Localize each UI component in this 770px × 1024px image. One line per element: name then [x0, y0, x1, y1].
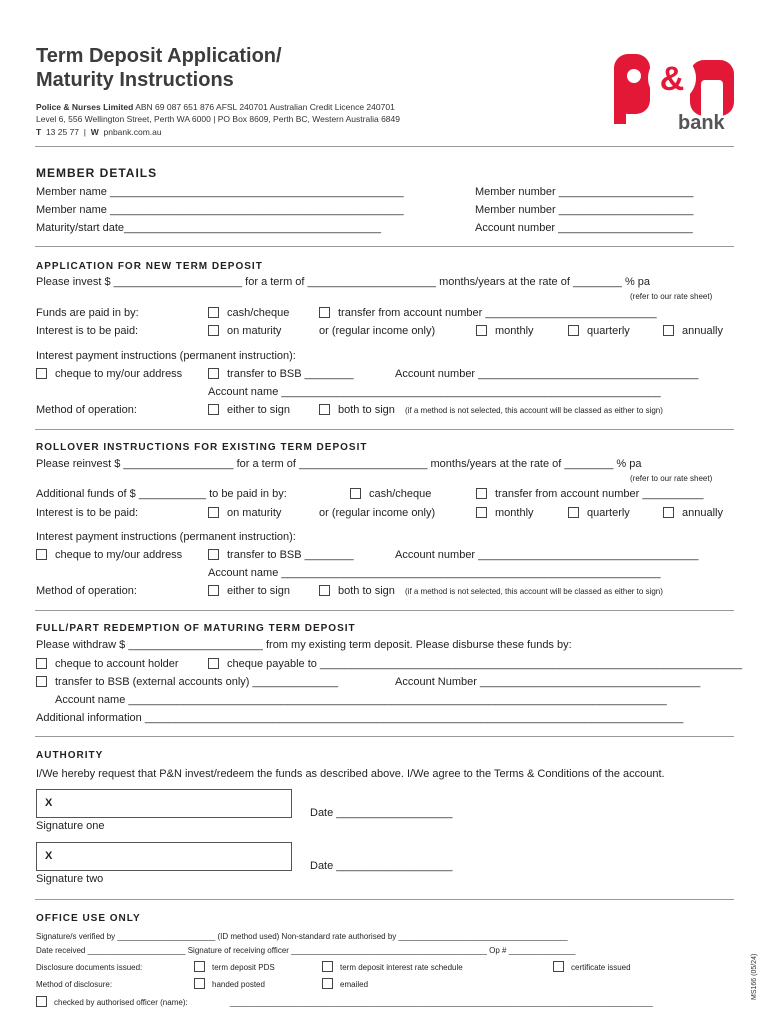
monthly-label: monthly	[495, 325, 534, 337]
funds-label: Funds are paid in by:	[36, 307, 139, 319]
divider	[35, 429, 734, 430]
quarterly-label: quarterly	[587, 325, 630, 337]
annually-label: annually	[682, 507, 723, 519]
rate-sheet-note: (refer to our rate sheet)	[630, 474, 713, 483]
cash-cheque-label: cash/cheque	[227, 307, 290, 319]
both-sign-label: both to sign	[338, 404, 395, 416]
account-number-field[interactable]: Account number ______________________	[475, 222, 693, 234]
on-maturity-label: on maturity	[227, 325, 282, 337]
monthly-label: monthly	[495, 507, 534, 519]
receiving-officer-text: Signature of receiving officer ____________________________________________ Op # _______________	[187, 946, 576, 955]
interest-rate-schedule-checkbox[interactable]	[322, 961, 333, 972]
verified-by-text: Signature/s verified by ______________________	[36, 932, 216, 941]
monthly-checkbox[interactable]	[476, 325, 487, 336]
external-bsb-field[interactable]: transfer to BSB (external accounts only) ______________	[55, 676, 339, 688]
member-number-field-1[interactable]: Member number ______________________	[475, 186, 694, 198]
rollover-heading: ROLLOVER INSTRUCTIONS FOR EXISTING TERM DEPOSIT	[36, 442, 368, 453]
emailed-checkbox[interactable]	[322, 978, 333, 989]
svg-text:&: &	[659, 60, 685, 98]
annually-checkbox[interactable]	[663, 325, 674, 336]
redemption-account-name-field[interactable]: Account name ________________________________________________________________________________________	[55, 694, 667, 706]
disclosure-label: Disclosure documents issued:	[36, 963, 143, 972]
nonstandard-rate-text: Non-standard rate authorised by ______________________________________	[281, 932, 568, 941]
transfer-checkbox[interactable]	[476, 488, 487, 499]
redemption-account-number-field[interactable]: Account Number ____________________________________	[395, 676, 701, 688]
signature-two-x: X	[45, 850, 53, 862]
quarterly-checkbox[interactable]	[568, 507, 579, 518]
both-sign-checkbox[interactable]	[319, 585, 330, 596]
interest-label: Interest is to be paid:	[36, 325, 139, 337]
form-title	[36, 44, 282, 92]
date-one-field[interactable]: Date ___________________	[310, 807, 453, 819]
cheque-holder-checkbox[interactable]	[36, 658, 47, 669]
title-line-2: Maturity Instructions	[36, 69, 234, 91]
bsb-field[interactable]: transfer to BSB ________	[227, 549, 354, 561]
date-two-field[interactable]: Date ___________________	[310, 860, 453, 872]
rate-sheet-note: (refer to our rate sheet)	[630, 292, 713, 301]
cash-cheque-checkbox[interactable]	[208, 307, 219, 318]
company-abn: ABN 69 087 651 876 AFSL 240701 Australian Credit Licence 240701	[133, 102, 395, 112]
handed-posted-label: handed posted	[212, 980, 265, 989]
bsb-account-number-field[interactable]: Account number ____________________________________	[395, 549, 699, 561]
bsb-account-name-field[interactable]: Account name ______________________________________________________________	[208, 386, 661, 398]
date-received-text: Date received ______________________	[36, 946, 186, 955]
method-note: (if a method is not selected, this account will be classed as either to sign)	[405, 406, 663, 415]
member-details-heading: MEMBER DETAILS	[36, 166, 158, 180]
regular-income-label: or (regular income only)	[319, 507, 436, 519]
divider	[35, 736, 734, 737]
authority-statement: I/We hereby request that P&N invest/redeem the funds as described above. I/We agree to the Terms & Conditions of the account.	[36, 768, 665, 780]
cheque-payable-checkbox[interactable]	[208, 658, 219, 669]
signature-two-box[interactable]	[36, 842, 292, 871]
quarterly-label: quarterly	[587, 507, 630, 519]
title-line-1: Term Deposit Application/	[36, 45, 282, 67]
handed-posted-checkbox[interactable]	[194, 978, 205, 989]
term-deposit-pds-checkbox[interactable]	[194, 961, 205, 972]
interest-rate-schedule-label: term deposit interest rate schedule	[340, 963, 463, 972]
payment-instructions-label: Interest payment instructions (permanent instruction):	[36, 350, 296, 362]
contact-separator: |	[83, 127, 86, 137]
cheque-address-checkbox[interactable]	[36, 368, 47, 379]
annually-label: annually	[682, 325, 723, 337]
website-link[interactable]: pnbank.com.au	[103, 127, 162, 137]
term-deposit-pds-label: term deposit PDS	[212, 963, 275, 972]
both-sign-label: both to sign	[338, 585, 395, 597]
phone-label: T	[36, 127, 42, 137]
logo-text	[612, 50, 613, 51]
transfer-field[interactable]: transfer from account number __________	[495, 488, 704, 500]
cash-cheque-checkbox[interactable]	[350, 488, 361, 499]
additional-funds-field[interactable]: Additional funds of $ ___________ to be paid in by:	[36, 488, 287, 500]
transfer-field[interactable]: transfer from account number ____________________________	[338, 307, 657, 319]
bsb-field[interactable]: transfer to BSB ________	[227, 368, 354, 380]
either-sign-checkbox[interactable]	[208, 585, 219, 596]
method-label: Method of operation:	[36, 404, 137, 416]
transfer-bsb-checkbox[interactable]	[208, 549, 219, 560]
cheque-address-checkbox[interactable]	[36, 549, 47, 560]
web-label: W	[90, 127, 99, 137]
reinvest-line[interactable]: Please reinvest $ __________________ for a term of _____________________ months/years at the rate of ________ % pa	[36, 458, 642, 470]
date-received-field[interactable]	[36, 946, 575, 955]
member-name-field-1[interactable]: Member name ________________________________________________	[36, 186, 404, 198]
regular-income-label: or (regular income only)	[319, 325, 436, 337]
cheque-address-label: cheque to my/our address	[55, 368, 183, 380]
contact-line	[36, 126, 162, 138]
divider	[35, 146, 734, 147]
verified-by-field[interactable]	[36, 932, 568, 941]
on-maturity-checkbox[interactable]	[208, 325, 219, 336]
company-line	[36, 101, 395, 113]
invest-line[interactable]: Please invest $ _____________________ for a term of _____________________ months/years at the rate of ________ % pa	[36, 276, 651, 288]
authority-heading: AUTHORITY	[36, 750, 104, 761]
divider	[35, 610, 734, 611]
signature-one-x: X	[45, 797, 53, 809]
payment-instructions-label: Interest payment instructions (permanent instruction):	[36, 531, 296, 543]
either-sign-label: either to sign	[227, 585, 290, 597]
cheque-address-label: cheque to my/our address	[55, 549, 183, 561]
transfer-bsb-checkbox[interactable]	[208, 368, 219, 379]
checked-by-officer-field[interactable]: _______________________________________________________________________________________________	[230, 998, 653, 1007]
emailed-label: emailed	[340, 980, 369, 989]
redemption-heading: FULL/PART REDEMPTION OF MATURING TERM DEPOSIT	[36, 623, 356, 634]
company-name: Police & Nurses Limited	[36, 102, 134, 112]
method-label: Method of operation:	[36, 585, 137, 597]
id-method-label: (ID method used)	[217, 932, 280, 941]
member-name-field-2[interactable]: Member name ________________________________________________	[36, 204, 404, 216]
quarterly-checkbox[interactable]	[568, 325, 579, 336]
certificate-issued-label: certificate issued	[571, 963, 631, 972]
phone-number: 13 25 77	[45, 127, 80, 137]
cash-cheque-label: cash/cheque	[369, 488, 432, 500]
interest-label: Interest is to be paid:	[36, 507, 139, 519]
withdraw-line[interactable]: Please withdraw $ ______________________ from my existing term deposit. Please disburse these funds by:	[36, 639, 572, 651]
divider	[35, 246, 734, 247]
checked-by-officer-label: checked by authorised officer (name):	[54, 998, 188, 1007]
either-sign-label: either to sign	[227, 404, 290, 416]
both-sign-checkbox[interactable]	[319, 404, 330, 415]
signature-two-label: Signature two	[36, 873, 104, 885]
transfer-bsb-checkbox[interactable]	[36, 676, 47, 687]
method-of-disclosure-label: Method of disclosure:	[36, 980, 113, 989]
additional-information-field[interactable]: Additional information ________________________________________________________________________________________	[36, 712, 684, 724]
on-maturity-checkbox[interactable]	[208, 507, 219, 518]
office-use-heading: OFFICE USE ONLY	[36, 913, 141, 924]
pn-bank-logo	[612, 50, 736, 140]
bsb-account-number-field[interactable]: Account number ____________________________________	[395, 368, 699, 380]
checked-by-officer-checkbox[interactable]	[36, 996, 47, 1007]
method-note: (if a method is not selected, this account will be classed as either to sign)	[405, 587, 663, 596]
transfer-checkbox[interactable]	[319, 307, 330, 318]
on-maturity-label: on maturity	[227, 507, 282, 519]
logo-bank-word: bank	[678, 112, 725, 134]
application-heading: APPLICATION FOR NEW TERM DEPOSIT	[36, 261, 263, 272]
annually-checkbox[interactable]	[663, 507, 674, 518]
divider	[35, 899, 734, 900]
bsb-account-name-field[interactable]: Account name ______________________________________________________________	[208, 567, 661, 579]
maturity-date-field[interactable]: Maturity/start date__________________________________________	[36, 222, 381, 234]
member-number-field-2[interactable]: Member number ______________________	[475, 204, 694, 216]
signature-one-label: Signature one	[36, 820, 105, 832]
certificate-issued-checkbox[interactable]	[553, 961, 564, 972]
signature-one-box[interactable]	[36, 789, 292, 818]
cheque-payable-field[interactable]: cheque payable to _____________________________________________________________________	[227, 658, 743, 670]
cheque-holder-label: cheque to account holder	[55, 658, 179, 670]
company-address: Level 6, 556 Wellington Street, Perth WA 6000 | PO Box 8609, Perth BC, Western Australia 6849	[36, 114, 400, 124]
monthly-checkbox[interactable]	[476, 507, 487, 518]
form-code: MS166 (05/24)	[751, 953, 758, 1000]
either-sign-checkbox[interactable]	[208, 404, 219, 415]
